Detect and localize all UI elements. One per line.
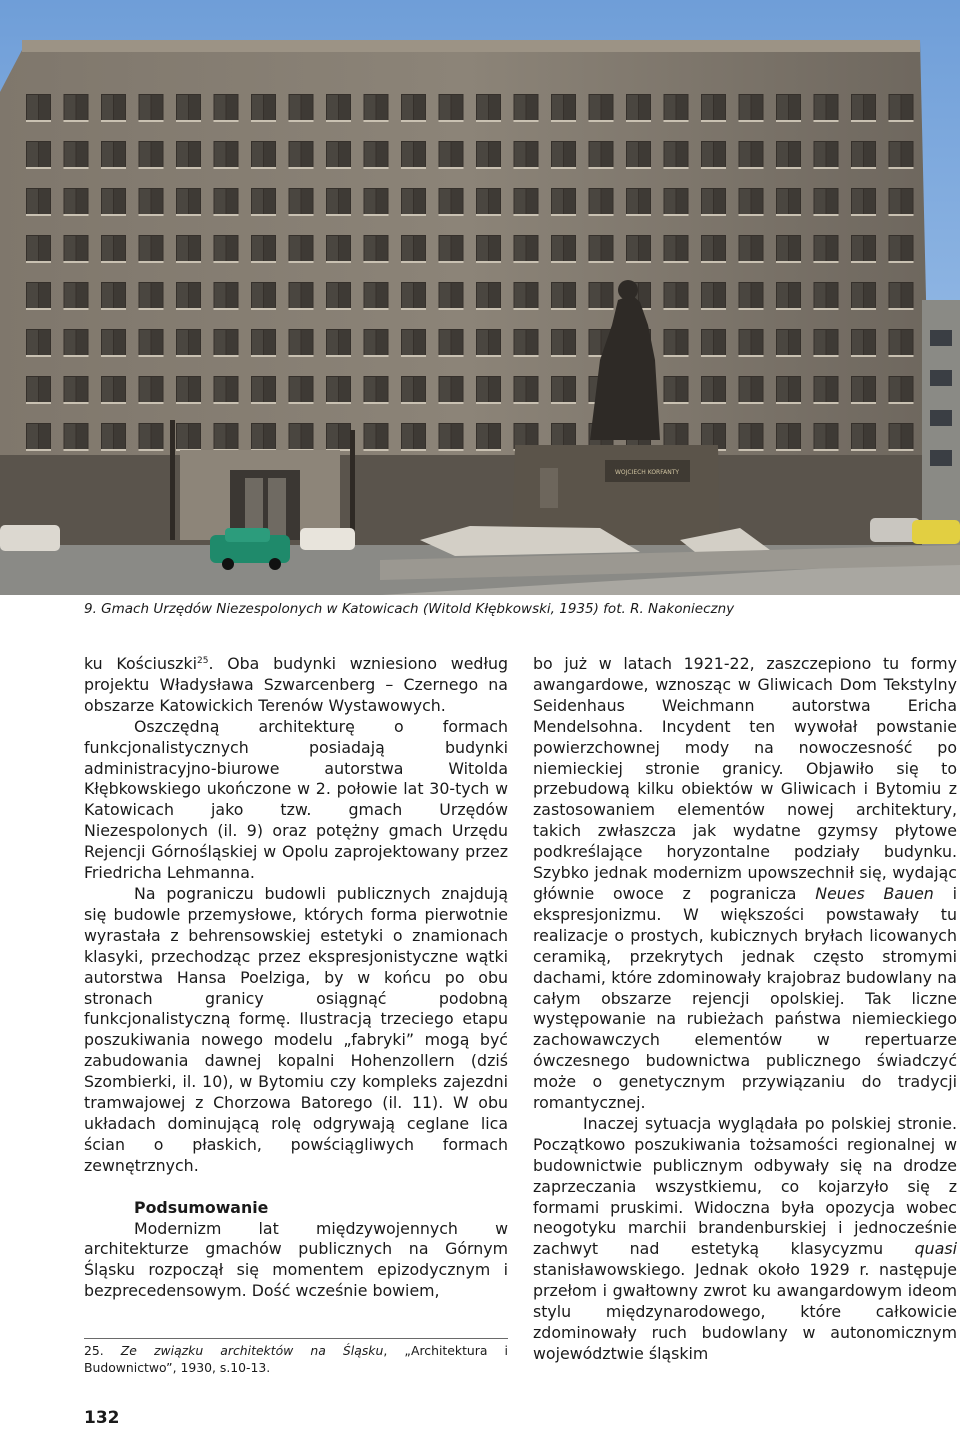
building-photo [0,0,960,595]
paragraph: Oszczędną architekturę o formach funkcjonalistycznych posiadają budynki administracyjno-biurowe autorstwa Witolda Kłębkowskiego ukończone w 2. połowie lat 30-tych w Katowicach jako tzw. gmach Urzędów Niezespolonych (il. 9) oraz potężny gmach Urzędu Rejencji Górnośląskiej w Opolu zaprojektowany przez Friedricha Lehmanna. [84,716,508,883]
paragraph: Inaczej sytuacja wyglądała po polskiej stronie. Początkowo poszukiwania tożsamości regionalnej w budownictwie publicznym odbywały się na drodze zaprzeczania wszystkiemu, co kojarzyło się z formami pruskimi. Widoczna była opozycja wobec neogotyku marchii brandenburskiej i jednocześnie zachwyt nad estetyką klasycyzmu quasi stanisławowskiego. Jednak około 1929 r. następuje przełom i gwałtowny zwrot ku awangardowym ideom stylu międzynarodowego, które całkowicie zdominowały ruch budowlany w autonomicznym województwie śląskim [533,1113,957,1363]
paragraph: Modernizm lat międzywojennych w architekturze gmachów publicznych na Górnym Śląsku rozpoczął się momentem epizodycznym i bezprecedensowym. Dość wcześnie bowiem, [84,1218,508,1301]
paragraph: Na pograniczu budowli publicznych znajdują się budowle przemysłowe, których forma pierwotnie wyrastała z behrensowskiej estetyki o znamionach klasyki, przechodząc przez ekspresjonistyczne wątki autorstwa Hansa Poelziga, by w końcu po obu stronach granicy osiągnąć podobną funkcjonalistyczną formę. Ilustracją trzeciego etapu poszukiwania nowego modelu „fabryki” mogą być zabudowania dawnej kopalni Hohenzollern (dziś Szombierki, il. 10), w Bytomiu czy kompleks zajezdni tramwajowej z Chorzowa Batorego (il. 11). W obu układach dominującą rolę odgrywają ceglane lica ścian o płaskich, powściągliwych formach zewnętrznych. [84,883,508,1175]
left-column [84,654,508,1302]
footnote: 25. Ze związku architektów na Śląsku, „Architektura i Budownictwo”, 1930, s.10-13. [84,1343,508,1375]
footnote-ref: 25 [197,656,209,666]
figure-caption: 9. Gmach Urzędów Niezespolonych w Katowicach (Witold Kłębkowski, 1935) fot. R. Nakonieczny [84,601,735,617]
paragraph: bo już w latach 1921-22, zaszczepiono tu formy awangardowe, wznosząc w Gliwicach Dom Tekstylny Seidenhaus Weichmann autorstwa Ericha Mendelsohna. Incydent ten wywołał powstanie powierzchownej mody na nowoczesność po niemieckiej stronie granicy. Objawiło się to przebudową kilku obiektów w Gliwicach i Bytomiu z zastosowaniem elementów nowej architektury, takich zwłaszcza jak wydatne gzymsy płytowe podkreślające horyzontalne podziały budynku. Szybko jednak modernizm upowszechnił się, wydając głównie owoce z pogranicza Neues Bauen i ekspresjonizmu. W większości powstawały tu realizacje o prostych, kubicznych bryłach licowanych ceramiką, przekrytych jednak często stromymi dachami, które zdominowały krajobraz budowlany na całym obszarze rejencji opolskiej. Tak liczne występowanie na rubieżach państwa niemieckiego zachowawczych elementów w repertuarze ówczesnego budownictwa publicznego świadczyć może o genetycznym przywiązaniu do tradycji romantycznej. [533,654,957,1113]
right-column [533,654,957,1365]
paragraph: ku Kościuszki$^{25}$. Oba budynki wzniesiono według projektu Władysława Szwarcenberg – Czernego na obszarze Katowickich Terenów Wystawowych. [84,654,508,715]
page-number: 132 [84,1408,120,1428]
section-heading: Podsumowanie [134,1197,269,1217]
monument-plaque: WOJCIECH KORFANTY [614,469,680,476]
footnote-divider [84,1338,508,1339]
